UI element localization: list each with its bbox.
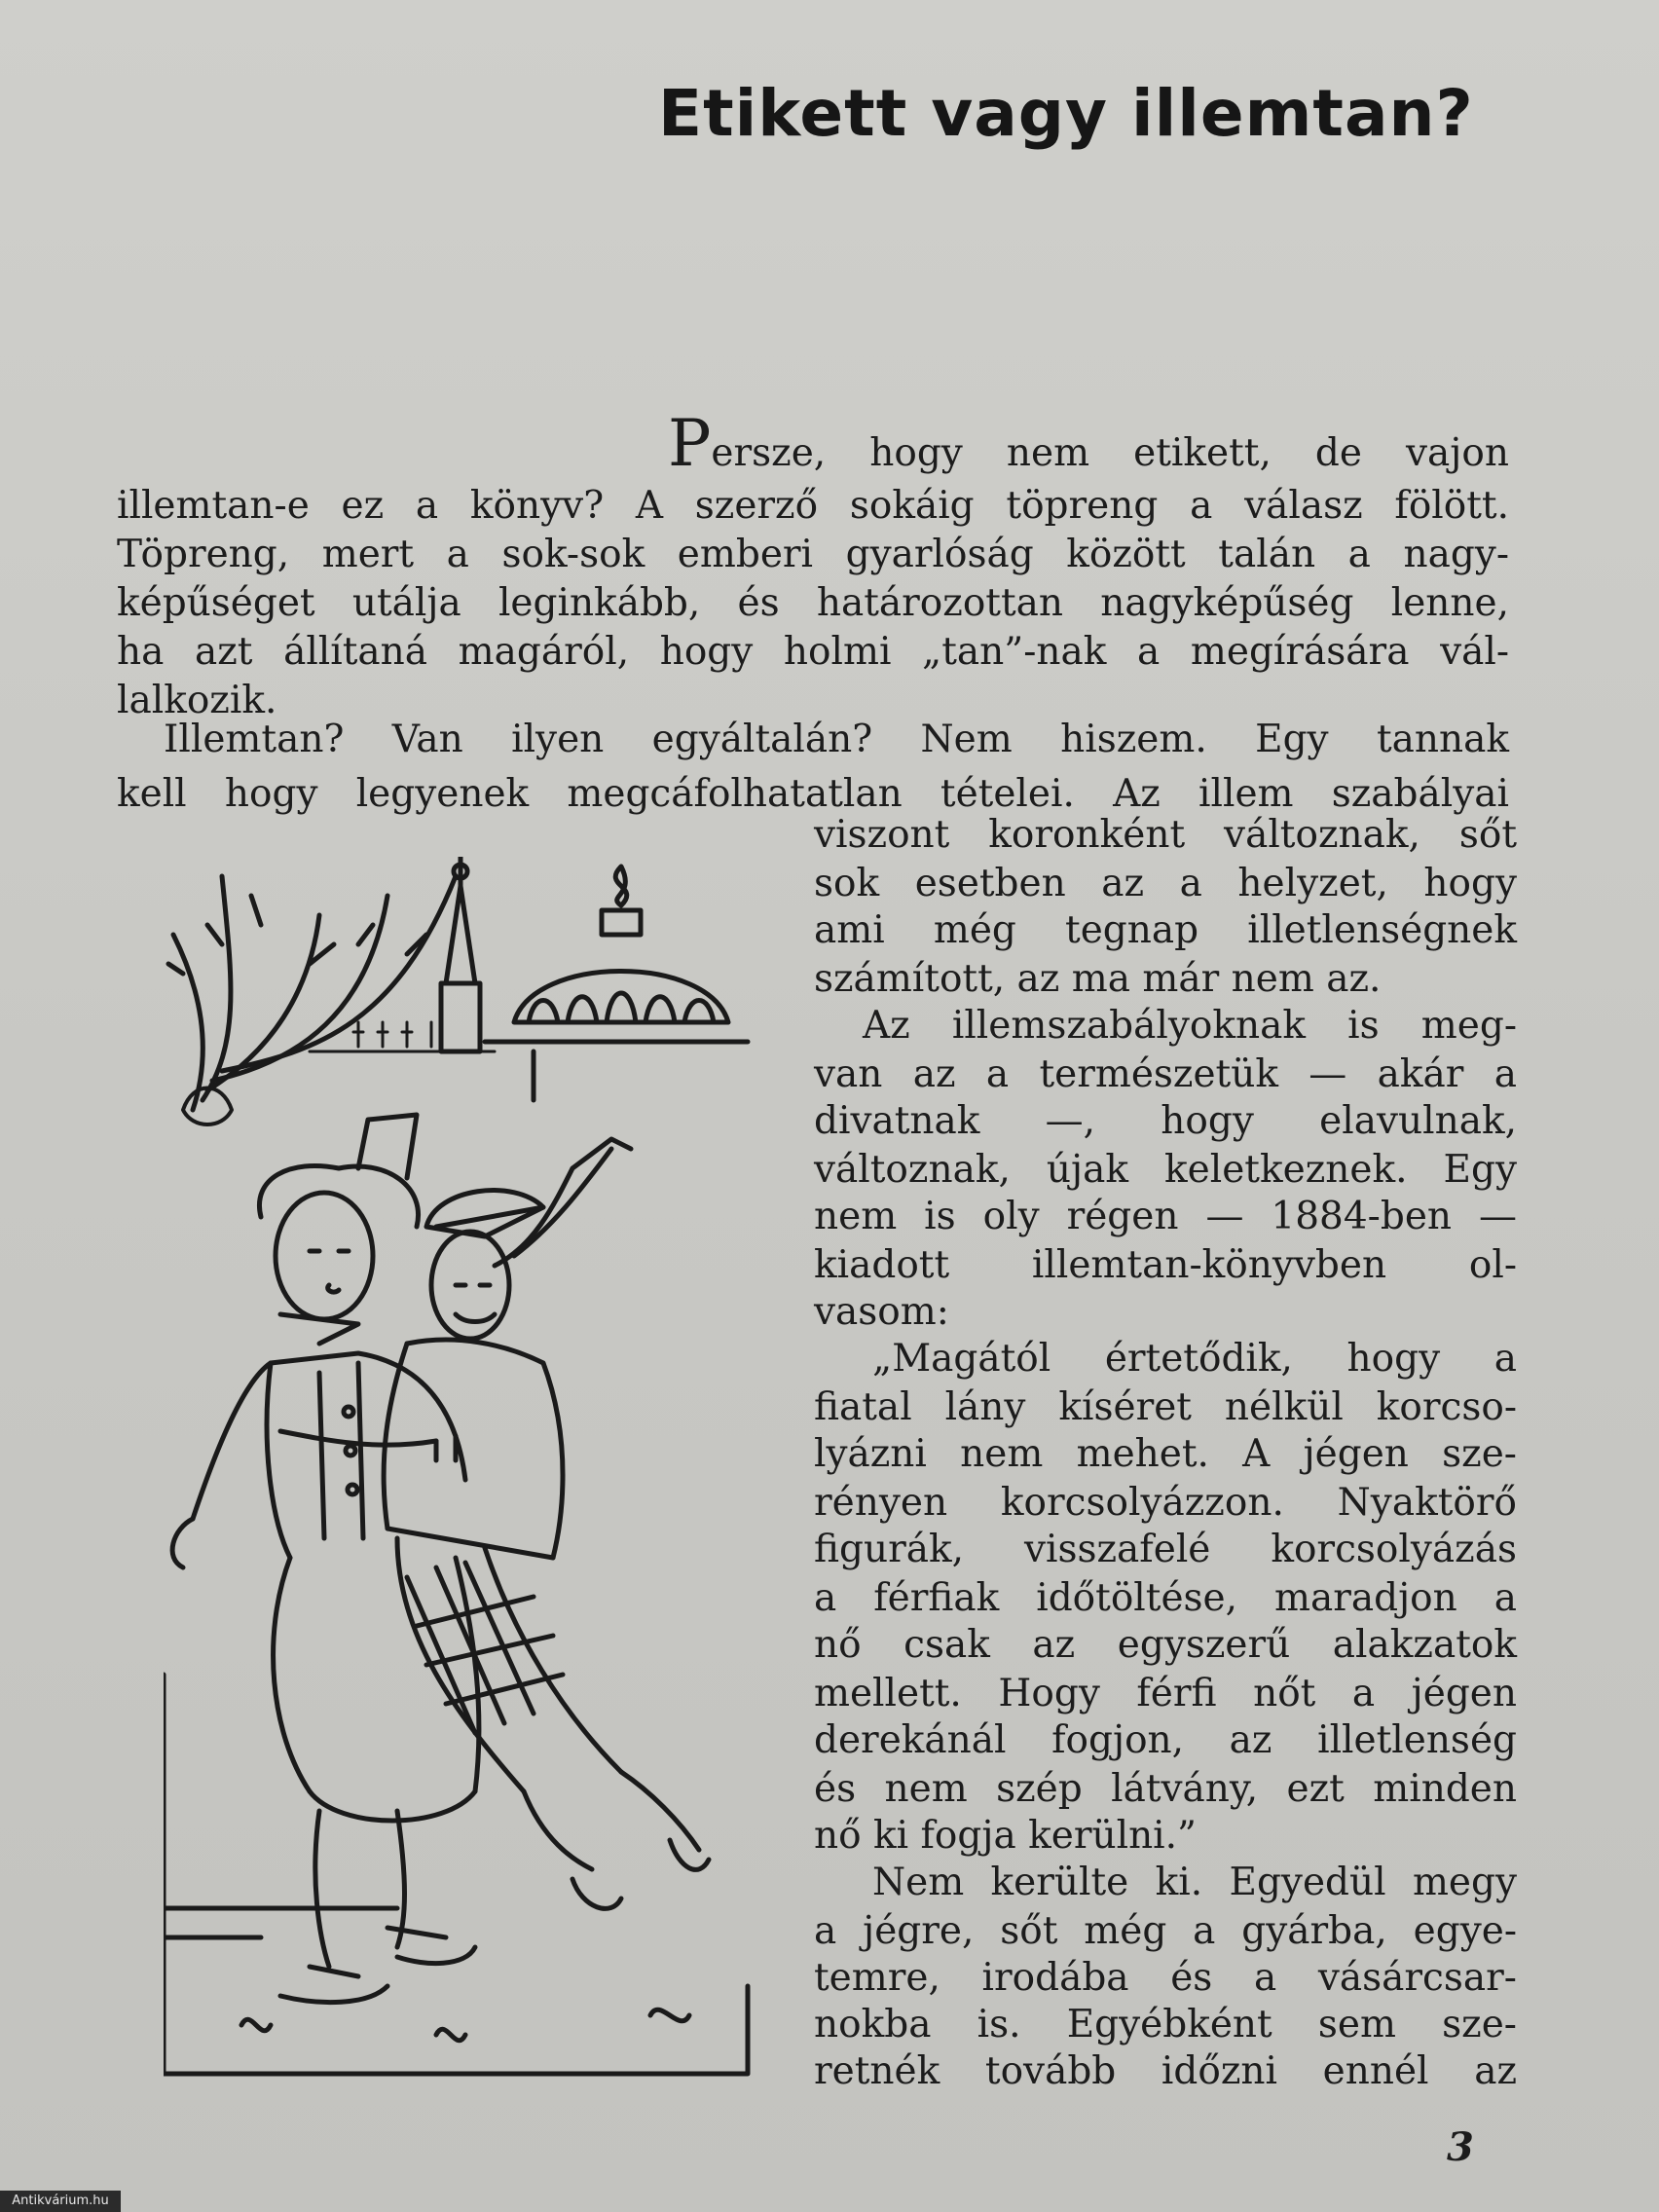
- pavilion-drawing: [485, 866, 748, 1100]
- col-line-10: vasom:: [814, 1290, 949, 1334]
- para2-line-1: kell hogy legyenek megcáfolhatatlan tételei. Az illem szabályai: [117, 772, 1509, 816]
- rink-border-drawing: [164, 1675, 748, 2074]
- col-line-3: számított, az ma már nem az.: [814, 957, 1382, 1001]
- chapter-title: Etikett vagy illemtan?: [658, 76, 1474, 151]
- para2-line-0: Illemtan? Van ilyen egyáltalán? Nem hiszem. Egy tannak: [164, 718, 1509, 761]
- para1-line-0: Persze, hogy nem etikett, de vajon: [668, 406, 1509, 481]
- drop-cap: P: [668, 406, 712, 481]
- col-line-5: van az a természetük — akár a: [814, 1052, 1517, 1096]
- col-line-26: retnék tovább időzni ennél az: [814, 2049, 1517, 2093]
- col-line-11: „Magától értetődik, hogy a: [872, 1337, 1517, 1381]
- col-line-24: temre, irodába és a vásárcsar-: [814, 1956, 1517, 2000]
- skating-couple-illustration: [164, 857, 787, 2083]
- col-line-14: rényen korcsolyázzon. Nyaktörő: [814, 1481, 1517, 1525]
- col-line-17: nő csak az egyszerű alakzatok: [814, 1623, 1517, 1667]
- watermark: Antikvárium.hu: [0, 2191, 121, 2212]
- col-line-15: figurák, visszafelé korcsolyázás: [814, 1528, 1517, 1571]
- para1-line-2: Töpreng, mert a sok-sok emberi gyarlóság között talán a nagy-: [117, 533, 1509, 576]
- col-line-22: Nem kerülte ki. Egyedül megy: [872, 1861, 1517, 1904]
- para1-line-3: képűséget utálja leginkább, és határozottan nagyképűség lenne,: [117, 581, 1509, 625]
- col-line-2: ami még tegnap illetlenségnek: [814, 908, 1517, 952]
- col-line-12: fiatal lány kíséret nélkül korcso-: [814, 1385, 1517, 1429]
- para1-line-4: ha azt állítaná magáról, hogy holmi „tan”-nak a megírására vál-: [117, 630, 1509, 674]
- col-line-18: mellett. Hogy férfi nőt a jégen: [814, 1672, 1517, 1715]
- col-line-6: divatnak —, hogy elavulnak,: [814, 1099, 1517, 1143]
- col-line-4: Az illemszabályoknak is meg-: [863, 1004, 1517, 1048]
- para1-line-5: lalkozik.: [117, 679, 277, 722]
- church-drawing: [441, 857, 480, 1051]
- tree-drawing: [168, 876, 456, 1124]
- col-line-1: sok esetben az a helyzet, hogy: [814, 862, 1517, 905]
- col-line-8: nem is oly régen — 1884-ben —: [814, 1195, 1517, 1238]
- col-line-25: nokba is. Egyébként sem sze-: [814, 2003, 1517, 2046]
- page-number: 3: [1447, 2124, 1474, 2170]
- para1-line-1: illemtan-e ez a könyv? A szerző sokáig töpreng a válasz fölött.: [117, 484, 1509, 528]
- col-line-13: lyázni nem mehet. A jégen sze-: [814, 1432, 1517, 1476]
- woman-skater-drawing: [172, 1115, 479, 2003]
- col-line-0: viszont koronként változnak, sőt: [814, 813, 1517, 857]
- col-line-9: kiadott illemtan-könyvben ol-: [814, 1243, 1517, 1287]
- col-line-21: nő ki fogja kerülni.”: [814, 1814, 1197, 1858]
- col-line-7: változnak, újak keletkeznek. Egy: [814, 1148, 1517, 1192]
- man-skater-drawing: [280, 1139, 709, 1908]
- distant-figures-drawing: [310, 1022, 495, 1051]
- col-line-20: és nem szép látvány, ezt minden: [814, 1767, 1517, 1811]
- col-line-23: a jégre, sőt még a gyárba, egye-: [814, 1909, 1517, 1953]
- col-line-19: derekánál fogjon, az illetlenség: [814, 1718, 1517, 1762]
- col-line-16: a férfiak időtöltése, maradjon a: [814, 1576, 1517, 1620]
